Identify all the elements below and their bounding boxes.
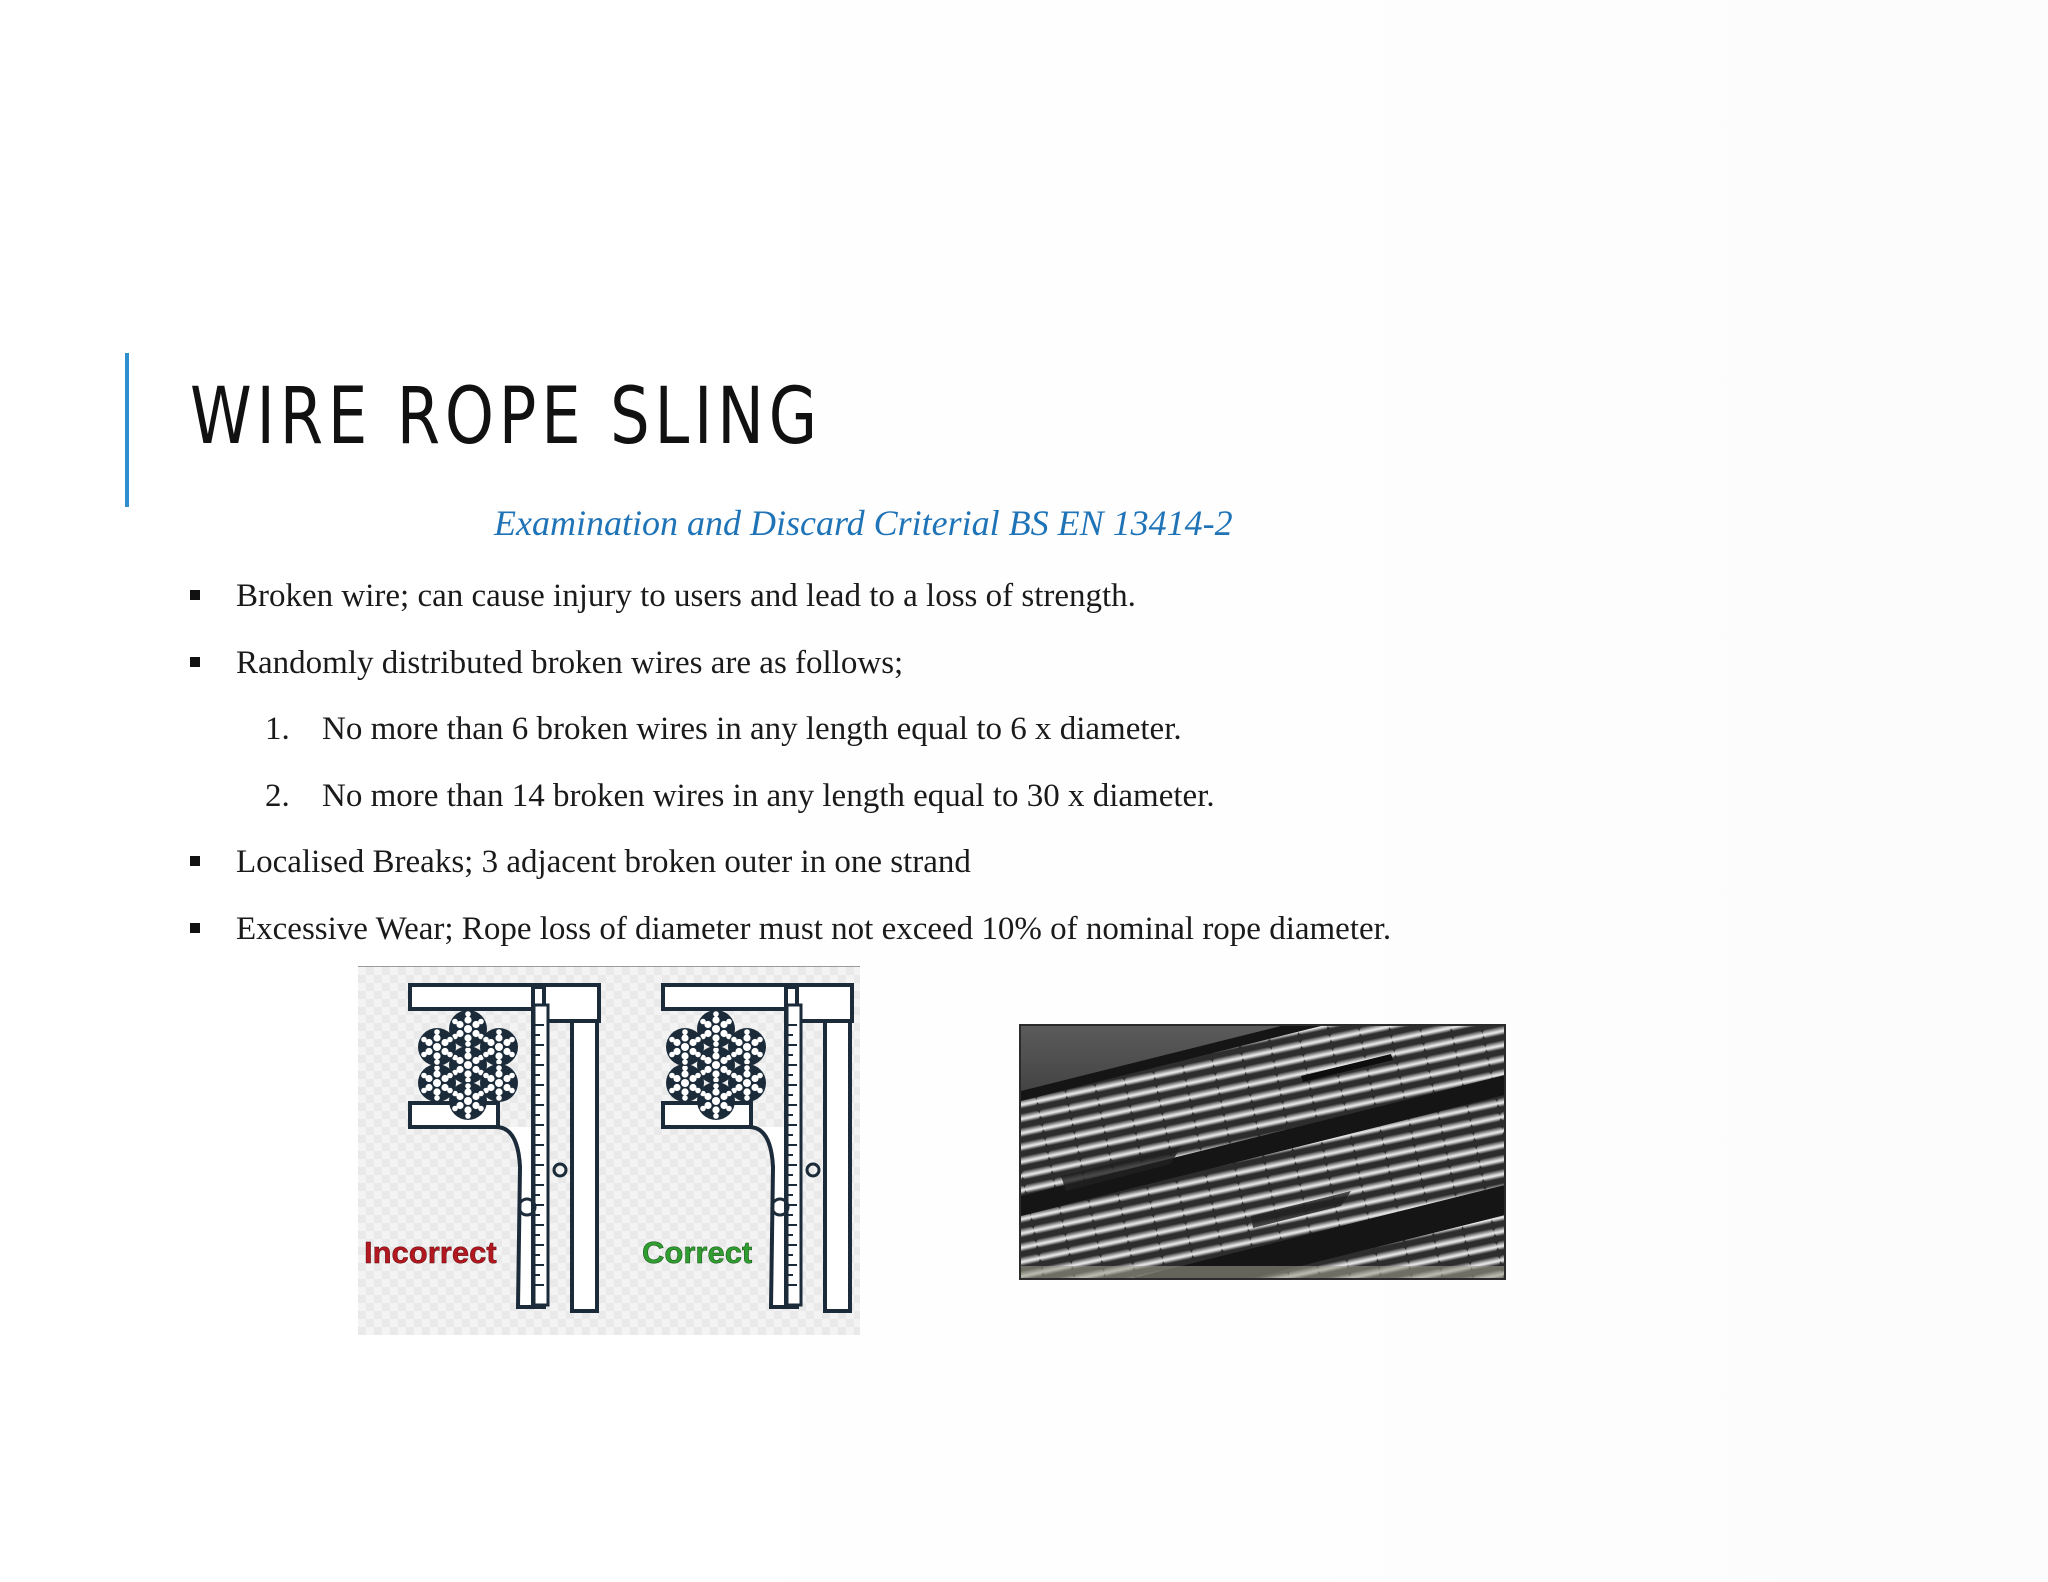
numbered-text: No more than 6 broken wires in any length equal to 6 x diameter. — [322, 711, 1182, 747]
bullet-text: Excessive Wear; Rope loss of diameter must not exceed 10% of nominal rope diameter. — [236, 910, 1392, 947]
incorrect-label: Incorrect — [364, 1235, 497, 1270]
caliper-illustration — [358, 967, 860, 1335]
bullet-text: Broken wire; can cause injury to users and lead to a loss of strength. — [236, 578, 1136, 614]
bullet-text: Randomly distributed broken wires are as follows; — [236, 644, 904, 681]
bullet-marker — [190, 657, 200, 667]
bullet-marker — [190, 856, 200, 866]
bullet-marker — [190, 590, 200, 600]
bullet-item — [190, 840, 1690, 907]
slide-title: WIRE ROPE SLING — [190, 372, 822, 462]
bullet-marker — [190, 923, 200, 933]
numbered-item — [190, 707, 1690, 774]
numbered-text: No more than 14 broken wires in any length equal to 30 x diameter. — [322, 777, 1215, 814]
item-number: 1. — [265, 711, 290, 747]
slide-subtitle: Examination and Discard Criterial BS EN 13414-2 — [494, 503, 1233, 543]
bullet-item — [190, 574, 1690, 641]
bullet-item — [190, 641, 1690, 708]
caliper-scale-incorrect — [534, 1005, 548, 1305]
bullet-item — [190, 907, 1690, 974]
worn-wire-rope-photo — [1019, 1024, 1506, 1280]
item-number: 2. — [265, 777, 290, 814]
title-accent-bar — [125, 353, 129, 507]
numbered-item — [190, 774, 1690, 841]
bullet-list — [190, 574, 1690, 973]
caliper-measurement-image — [358, 966, 860, 1335]
bullet-text: Localised Breaks; 3 adjacent broken outer in one strand — [236, 844, 971, 880]
caliper-scale-correct — [787, 1005, 801, 1305]
wire-rope-illustration — [1021, 1026, 1504, 1278]
correct-label: Correct — [642, 1235, 753, 1270]
